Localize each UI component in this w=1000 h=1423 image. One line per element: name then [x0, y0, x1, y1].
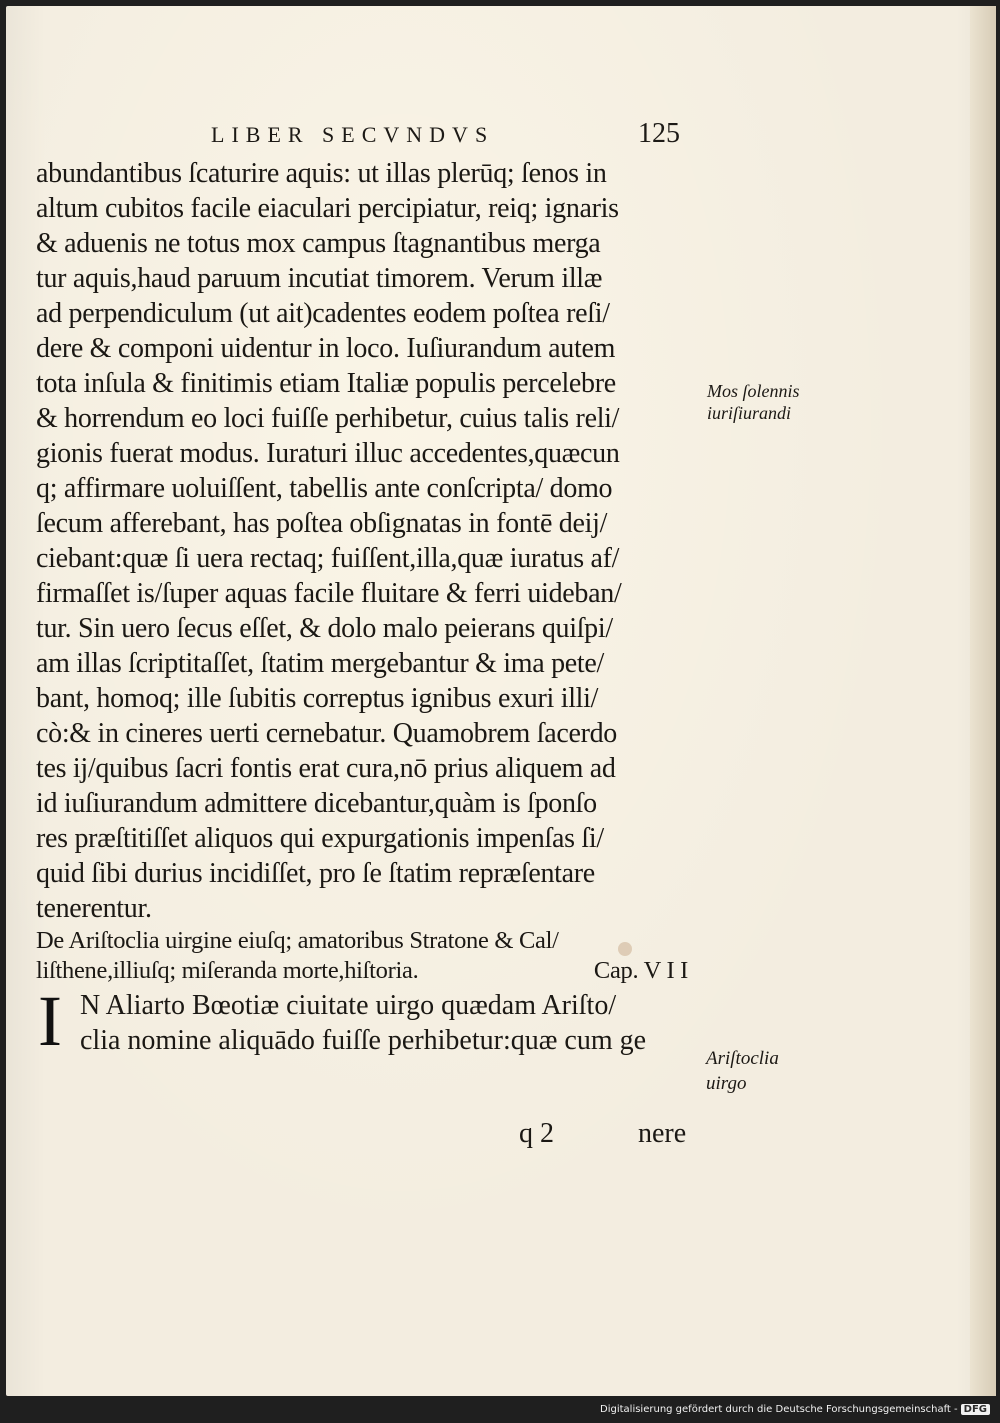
text-line: ad perpendiculum (ut ait)cadentes eodem poſtea reſi/: [36, 298, 610, 329]
text-line: ciebant:quæ ſi uera rectaq; fuiſſent,illa,quæ iuratus af/: [36, 543, 620, 574]
chapter-heading-line-1: De Ariſtoclia uirgine eiuſq; amatoribus Stratone & Cal/: [36, 927, 559, 954]
signature-mark: q 2: [519, 1118, 554, 1149]
text-line: tota inſula & finitimis etiam Italiæ populis percelebre: [36, 368, 616, 399]
text-line: tur aquis,haud paruum incutiat timorem. Verum illæ: [36, 263, 603, 294]
marginal-note-line: Mos ſolennis: [707, 381, 800, 401]
catchword: nere: [638, 1118, 687, 1149]
text-line: cò:& in cineres uerti cernebatur. Quamobrem ſacerdo: [36, 718, 617, 749]
text-line: abundantibus ſcaturire aquis: ut illas plerūq; ſenos in: [36, 158, 607, 189]
marginal-note-line: Ariſtoclia: [706, 1048, 779, 1069]
text-line: tes ij/quibus ſacri fontis erat cura,nō prius aliquem ad: [36, 753, 616, 784]
text-line: & horrendum eo loci fuiſſe perhibetur, cuius talis reli/: [36, 403, 620, 434]
text-line: q; affirmare uoluiſſent, tabellis ante conſcripta/ domo: [36, 473, 613, 504]
chapter-heading-text: liſthene,illiuſq; miſeranda morte,hiſtoria.: [36, 957, 419, 984]
marginal-note-line: uirgo: [706, 1073, 747, 1094]
text-line: altum cubitos facile eiaculari percipiatur, reiq; ignaris: [36, 193, 619, 224]
chapter-number: Cap. V I I: [593, 957, 688, 984]
credit-text: Digitalisierung gefördert durch die Deutsche Forschungsgemeinschaft -: [600, 1404, 958, 1415]
digitization-credit: [600, 1404, 990, 1415]
main-text-block: [36, 156, 696, 1061]
running-title: LIBER SECVNDVS: [211, 122, 495, 147]
text-line: bant, homoq; ille ſubitis correptus ignibus exuri illi/: [36, 683, 599, 714]
dfg-logo: DFG: [961, 1404, 990, 1415]
text-line: tenerentur.: [36, 893, 152, 924]
text-line: ſecum afferebant, has poſtea obſignatas in fontē deij/: [36, 508, 608, 539]
opening-paragraph: [36, 981, 696, 1061]
text-line: id iuſiurandum admittere dicebantur,quàm is ſponſo: [36, 788, 597, 819]
drop-cap-initial: I: [38, 981, 62, 1061]
chapter-heading-line-2: [36, 956, 696, 986]
text-line: am illas ſcriptitaſſet, ſtatim mergebantur & ima pete/: [36, 648, 604, 679]
marginal-note: [707, 380, 800, 424]
page-number: 125: [638, 118, 680, 149]
book-page: [6, 6, 996, 1396]
marginal-note: [706, 1046, 779, 1096]
text-line: dere & componi uidentur in loco. Iuſiurandum autem: [36, 333, 616, 364]
page-edge: [970, 6, 996, 1396]
text-line: res præſtitiſſet aliquos qui expurgationis impenſas ſi/: [36, 823, 604, 854]
marginal-note-line: iuriſiurandi: [707, 403, 792, 423]
text-line: tur. Sin uero ſecus eſſet, & dolo malo peierans quiſpi/: [36, 613, 613, 644]
text-line: gionis fuerat modus. Iuraturi illuc accedentes,quæcun: [36, 438, 620, 469]
text-line: & aduenis ne totus mox campus ſtagnantibus merga: [36, 228, 601, 259]
running-head: [6, 118, 996, 158]
text-line: N Aliarto Bœotiæ ciuitate uirgo quædam Ariſto/: [80, 990, 617, 1021]
text-line: quid ſibi durius incidiſſet, pro ſe ſtatim repræſentare: [36, 858, 595, 889]
text-line: firmaſſet is/ſuper aquas facile fluitare & ferri uideban/: [36, 578, 622, 609]
signature-line: [6, 1118, 996, 1152]
text-line: clia nomine aliquādo fuiſſe perhibetur:quæ cum ge: [80, 1025, 647, 1056]
